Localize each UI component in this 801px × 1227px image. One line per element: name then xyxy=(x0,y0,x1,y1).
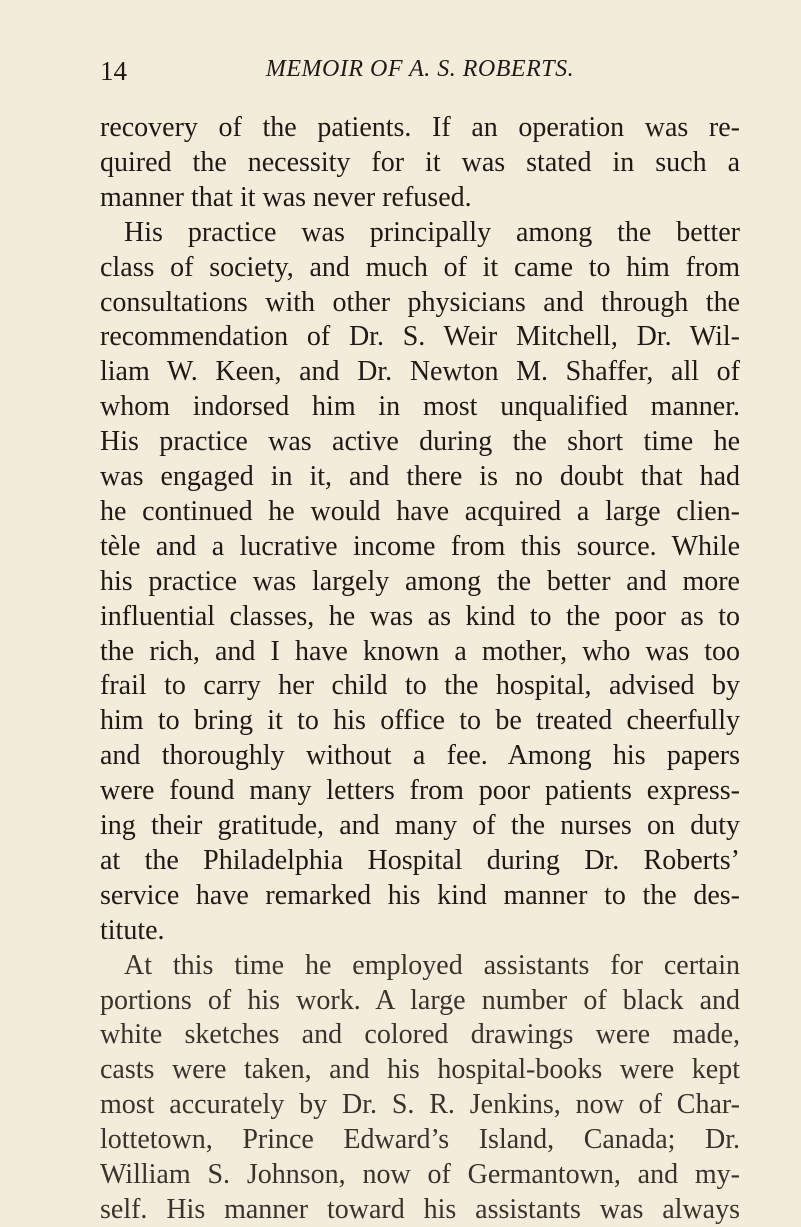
text-line: frail to carry her child to the hospital, advised by xyxy=(100,670,740,702)
text-line: manner that it was never refused. xyxy=(100,181,472,213)
text-line: titute. xyxy=(100,914,165,946)
page-number: 14 xyxy=(100,56,127,86)
text-line: whom indorsed him in most unqualified manner. xyxy=(100,391,740,423)
text-line: His practice was principally among the better xyxy=(124,216,740,248)
running-title: MEMOIR OF A. S. ROBERTS. xyxy=(265,56,575,82)
text-line: self. His manner toward his assistants was always xyxy=(100,1193,740,1225)
text-line: recommendation of Dr. S. Weir Mitchell, Dr. Wil- xyxy=(100,321,740,353)
text-line: quired the necessity for it was stated in such a xyxy=(100,146,740,178)
text-line: lottetown, Prince Edward’s Island, Canada; Dr. xyxy=(100,1124,740,1156)
text-line: his practice was largely among the better and more xyxy=(100,565,740,597)
text-line: him to bring it to his office to be treated cheerfully xyxy=(100,705,740,737)
text-line: At this time he employed assistants for certain xyxy=(124,949,740,981)
text-line: service have remarked his kind manner to the des- xyxy=(100,879,740,911)
text-line: tèle and a lucrative income from this source. While xyxy=(100,530,740,562)
text-line: recovery of the patients. If an operation was re- xyxy=(100,112,740,143)
text-line: at the Philadelphia Hospital during Dr. Roberts’ xyxy=(100,844,740,876)
text-line: class of society, and much of it came to him from xyxy=(100,251,740,283)
text-line: he continued he would have acquired a large clien- xyxy=(100,495,740,527)
text-line: was engaged in it, and there is no doubt that had xyxy=(100,461,740,492)
text-line: the rich, and I have known a mother, who was too xyxy=(100,635,740,667)
text-line: liam W. Keen, and Dr. Newton M. Shaffer, all of xyxy=(100,356,740,388)
page-header xyxy=(100,56,740,90)
text-line: influential classes, he was as kind to the poor as to xyxy=(100,600,740,632)
text-line: most accurately by Dr. S. R. Jenkins, now of Char- xyxy=(100,1089,740,1121)
text-line: casts were taken, and his hospital-books were kept xyxy=(100,1054,740,1086)
text-line: William S. Johnson, now of Germantown, and my- xyxy=(100,1159,740,1190)
text-line: portions of his work. A large number of black and xyxy=(100,984,740,1016)
text-line: consultations with other physicians and through the xyxy=(100,286,740,318)
text-line: and thoroughly without a fee. Among his papers xyxy=(100,740,740,772)
text-line: His practice was active during the short time he xyxy=(100,426,740,458)
text-line: ing their gratitude, and many of the nurses on duty xyxy=(100,810,740,841)
text-line: were found many letters from poor patients express- xyxy=(100,775,740,807)
text-line: white sketches and colored drawings were made, xyxy=(100,1019,740,1051)
